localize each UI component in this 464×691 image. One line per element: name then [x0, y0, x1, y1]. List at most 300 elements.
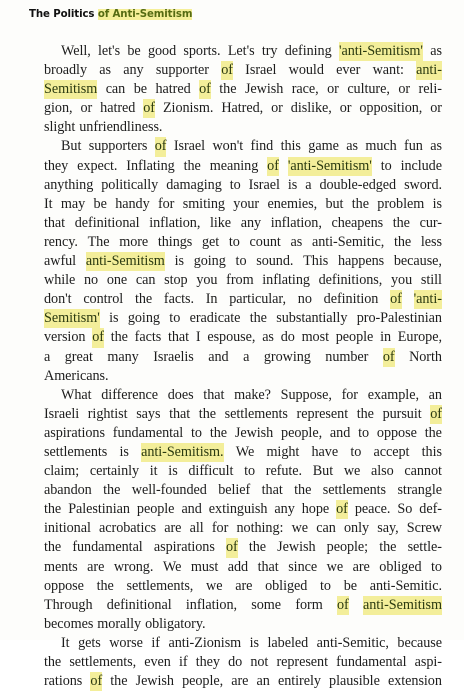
word: number: [325, 348, 369, 365]
word: slight: [44, 119, 76, 136]
word: are: [164, 520, 182, 537]
word: be: [127, 43, 141, 59]
word: any: [123, 62, 144, 79]
word: the: [249, 310, 267, 327]
word: for: [157, 195, 175, 212]
word: Israel: [245, 62, 277, 79]
word: that: [261, 482, 283, 499]
word: hatred: [100, 100, 136, 117]
word: that: [168, 329, 190, 346]
word: def-: [419, 501, 442, 518]
word: problem: [377, 195, 425, 212]
word: Jewish: [277, 539, 316, 556]
word: hatred: [155, 81, 191, 98]
word: stop: [164, 272, 188, 289]
word: Jewish: [234, 424, 274, 441]
word: that: [203, 386, 225, 403]
word: or: [430, 100, 442, 117]
word: can: [135, 272, 156, 289]
word: aspirations: [44, 424, 105, 441]
word: rations: [44, 673, 83, 690]
word: I: [195, 329, 201, 346]
highlighted-word: of: [221, 61, 233, 80]
word: rightist: [87, 405, 128, 422]
word: ments: [44, 558, 78, 575]
word: find: [250, 138, 274, 155]
text-line: [44, 500, 442, 519]
word: or: [339, 100, 352, 117]
word: We: [162, 558, 182, 575]
word: pro-Palestinian: [356, 310, 442, 327]
text-line: [44, 481, 442, 500]
word: aspi-: [414, 654, 442, 670]
word: inflation,: [149, 214, 201, 231]
text-line: [44, 596, 442, 615]
word: So: [397, 501, 413, 518]
word: smiting: [182, 195, 225, 212]
text-line: [44, 176, 442, 195]
word: that: [257, 558, 279, 575]
word: Jewish: [244, 81, 284, 98]
word: it: [149, 463, 158, 480]
word: particular,: [229, 291, 287, 308]
word: represent: [296, 405, 349, 422]
word: sports.: [183, 43, 221, 59]
word: the: [294, 482, 312, 499]
highlighted-word: of: [155, 137, 167, 156]
word: might: [266, 443, 300, 460]
word: good: [147, 43, 177, 59]
word: as: [99, 62, 111, 79]
word: facts: [134, 329, 162, 346]
word: broadly: [44, 62, 87, 79]
highlighted-word: Semitism: [44, 80, 97, 99]
word: you: [390, 272, 413, 289]
word: ever: [336, 62, 361, 79]
word: do: [280, 329, 295, 346]
word: the: [44, 539, 62, 556]
word: fundamental: [72, 539, 143, 556]
word: definitions,: [318, 272, 383, 289]
word: opposition,: [359, 100, 423, 117]
word: to: [191, 424, 202, 441]
word: example,: [367, 386, 419, 403]
word: be: [93, 195, 107, 212]
word: It: [61, 634, 70, 651]
word: if: [178, 654, 188, 670]
word: North: [409, 348, 442, 365]
word: The: [87, 233, 110, 250]
word: anything: [44, 176, 94, 193]
word: to: [169, 310, 181, 327]
highlighted-word: anti-: [416, 61, 442, 80]
word: sound.: [256, 253, 294, 270]
word: acrobatics: [99, 520, 157, 537]
word: extinguish: [208, 501, 268, 518]
word: things: [157, 233, 193, 250]
word: less: [420, 233, 442, 250]
word: any: [274, 501, 295, 518]
word: Screw: [406, 520, 442, 537]
word: form: [295, 596, 323, 613]
word: as: [346, 138, 358, 155]
word: fundamental: [336, 654, 407, 670]
word: oppose: [376, 424, 417, 441]
word: Israel: [248, 176, 280, 193]
word: accept: [373, 443, 410, 460]
word: settle-: [407, 539, 442, 556]
word: nothing:: [236, 520, 284, 537]
word: becomes: [44, 615, 94, 632]
text-line: [44, 290, 442, 309]
word: the: [96, 577, 114, 594]
word: can: [105, 81, 126, 98]
text-line: [44, 405, 442, 424]
word: gion,: [44, 100, 73, 117]
word: to: [350, 443, 362, 460]
word: morally: [97, 615, 142, 632]
word: say,: [377, 520, 399, 537]
word: growing: [263, 348, 311, 365]
word: handy: [115, 195, 150, 212]
word: not: [250, 654, 269, 670]
highlighted-word: anti-Semitism.: [141, 443, 223, 462]
text-line: [44, 137, 442, 156]
word: initional: [44, 520, 91, 537]
word: we: [206, 577, 223, 594]
text-line: [44, 615, 442, 634]
word: the: [219, 81, 237, 98]
text-line: [44, 214, 442, 233]
word: plausible: [329, 673, 380, 690]
word: are: [352, 558, 370, 575]
word: But: [61, 138, 82, 155]
word: don't: [44, 291, 72, 308]
word: they: [44, 157, 69, 174]
word: are: [87, 558, 105, 575]
word: must: [190, 558, 219, 575]
word: from: [226, 272, 254, 289]
text-line: [44, 118, 442, 137]
word: since: [288, 558, 318, 575]
word: says: [136, 405, 161, 422]
word: that: [44, 214, 66, 231]
text-line: [44, 577, 442, 596]
word: do: [228, 654, 243, 670]
text-line: [44, 462, 442, 481]
word: wrong.: [113, 558, 154, 575]
word: also: [371, 463, 394, 480]
word: pursuit: [382, 405, 422, 422]
word: many: [107, 348, 139, 365]
word: are: [231, 673, 249, 690]
word: the: [351, 195, 369, 212]
word: any: [240, 214, 262, 231]
word: no: [297, 291, 312, 308]
word: Palestinian: [68, 501, 130, 518]
word: even: [144, 654, 171, 670]
word: like: [209, 214, 232, 231]
word: expect.: [77, 157, 118, 174]
word: most: [301, 329, 329, 346]
word: to: [229, 176, 241, 193]
word: as: [430, 43, 442, 59]
highlighted-word: of: [430, 405, 442, 424]
word: one: [106, 272, 128, 289]
word: have: [311, 443, 339, 460]
word: may: [60, 195, 86, 212]
word: going: [193, 253, 226, 270]
highlighted-word: of: [390, 290, 402, 309]
word: the: [424, 424, 442, 441]
word: Americans.: [44, 367, 109, 384]
highlighted-word: of: [143, 99, 155, 118]
word: for: [341, 386, 358, 403]
word: no: [84, 272, 99, 289]
word: but: [325, 195, 344, 212]
word: because,: [393, 253, 442, 270]
word: settlements: [224, 405, 288, 422]
word: rency.: [44, 233, 78, 250]
word: anti-Semitic.: [369, 577, 442, 594]
word: unfriendliness.: [79, 119, 163, 136]
word: fundamental: [112, 424, 184, 441]
word: a: [243, 348, 250, 365]
word: But: [312, 463, 334, 480]
word: certainly: [89, 463, 140, 480]
word: if: [151, 634, 160, 651]
word: happens: [337, 253, 385, 270]
word: damaging: [166, 176, 222, 193]
word: make?: [234, 386, 271, 403]
word: to: [380, 157, 392, 174]
highlighted-word: of: [92, 328, 104, 347]
word: reli-: [418, 81, 442, 98]
word: peace.: [354, 501, 391, 518]
word: culture,: [347, 81, 390, 98]
word: is: [249, 634, 260, 651]
text-line: [44, 348, 442, 367]
word: can: [316, 520, 336, 537]
word: the: [248, 539, 267, 556]
text-line: [44, 42, 442, 61]
word: anti-Semitic,: [316, 634, 389, 651]
word: settlements,: [126, 577, 194, 594]
word: Hatred,: [221, 100, 264, 117]
word: people: [136, 501, 175, 518]
word: would: [288, 62, 324, 79]
word: get: [201, 233, 220, 250]
word: people,: [281, 424, 323, 441]
word: all: [189, 520, 204, 537]
word: is: [119, 443, 129, 460]
highlighted-word: of: [267, 157, 279, 176]
word: much: [365, 138, 397, 155]
word: an: [256, 673, 270, 690]
word: is: [109, 310, 119, 327]
word: inflation,: [270, 214, 322, 231]
running-head-title: The Politics: [29, 9, 95, 20]
word: the: [393, 233, 412, 250]
word: more: [119, 233, 149, 250]
word: the: [44, 654, 62, 670]
word: We: [235, 443, 255, 460]
text-line: [44, 99, 442, 118]
highlighted-word: 'anti-: [414, 290, 442, 309]
word: is: [432, 195, 442, 212]
word: obligatory.: [145, 615, 206, 632]
word: settlements,: [69, 654, 137, 670]
word: awful: [44, 253, 77, 270]
word: a: [305, 176, 312, 193]
text-line: [44, 634, 442, 653]
word: worse: [109, 634, 143, 651]
word: facts.: [163, 291, 194, 308]
word: to: [235, 253, 247, 270]
word: extension: [387, 673, 442, 690]
word: going: [127, 310, 160, 327]
word: the: [134, 291, 153, 308]
word: abandon: [44, 482, 92, 499]
word: well-founded: [131, 482, 207, 499]
word: add: [227, 558, 249, 575]
word: definitional: [106, 596, 172, 613]
word: anti-Semitic,: [311, 233, 385, 250]
word: people,: [182, 673, 224, 690]
word: This: [303, 253, 329, 270]
word: cheapens: [331, 214, 384, 231]
word: as: [430, 138, 442, 155]
word: belief: [218, 482, 251, 499]
word: the: [379, 539, 397, 556]
word: espouse,: [207, 329, 256, 346]
word: only: [344, 520, 370, 537]
word: gets: [78, 634, 101, 651]
running-head-highlight: of Anti-Semitism: [97, 9, 193, 20]
highlighted-word: of: [199, 80, 211, 99]
highlighted-word: of: [336, 500, 348, 519]
word: the: [356, 405, 374, 422]
word: race,: [291, 81, 319, 98]
word: eradicate: [189, 310, 241, 327]
word: Zionism.: [162, 100, 214, 117]
word: we: [291, 520, 309, 537]
word: Through: [44, 596, 93, 613]
word: and: [208, 348, 229, 365]
word: to: [320, 577, 331, 594]
word: be: [133, 81, 147, 98]
word: count: [249, 233, 281, 250]
word: hope: [301, 501, 330, 518]
word: or: [271, 100, 283, 117]
text-line: [44, 61, 442, 80]
word: What: [61, 386, 92, 403]
word: inflating: [262, 272, 310, 289]
word: anti-Zionism: [168, 634, 242, 651]
word: and: [329, 424, 351, 441]
word: as: [262, 329, 274, 346]
word: It: [44, 195, 53, 212]
word: Let's: [227, 43, 255, 59]
word: people: [335, 329, 374, 346]
text-line: [44, 367, 442, 386]
word: that: [169, 405, 191, 422]
word: an: [428, 386, 442, 403]
word: supporters: [88, 138, 148, 155]
word: want:: [372, 62, 404, 79]
word: let's: [98, 43, 121, 59]
word: fun: [404, 138, 423, 155]
word: the: [110, 673, 128, 690]
highlighted-word: anti-Semitism: [363, 596, 442, 615]
word: represent: [276, 654, 328, 670]
word: because: [397, 634, 442, 651]
word: obliged: [265, 577, 308, 594]
highlighted-word: 'anti-Semitism': [339, 42, 423, 61]
highlighted-word: of: [226, 538, 238, 557]
text-line: [44, 233, 442, 252]
word: settlements: [322, 482, 387, 499]
word: definition: [323, 291, 379, 308]
word: Suppose,: [280, 386, 332, 403]
word: to: [431, 558, 442, 575]
word: your: [233, 195, 260, 212]
word: the: [209, 424, 227, 441]
text-line: [44, 252, 442, 271]
word: as: [290, 233, 303, 250]
highlighted-word: anti-Semitism: [86, 252, 165, 271]
text-line: [44, 672, 442, 691]
word: great: [64, 348, 93, 365]
word: meaning: [209, 157, 259, 174]
body-text: [44, 42, 442, 691]
word: dislike,: [290, 100, 332, 117]
word: still: [420, 272, 442, 289]
word: this: [280, 138, 301, 155]
word: obliged: [379, 558, 422, 575]
word: or: [327, 81, 339, 98]
word: in: [380, 329, 391, 346]
text-line: [44, 424, 442, 443]
word: aspirations: [153, 539, 215, 556]
word: entirely: [277, 673, 321, 690]
word: strangle: [397, 482, 442, 499]
word: defining: [284, 43, 332, 59]
word: inflation,: [185, 596, 238, 613]
word: game: [308, 138, 339, 155]
word: sword.: [404, 176, 442, 193]
highlighted-word: of: [337, 596, 349, 615]
word: the: [44, 501, 62, 518]
word: while: [44, 272, 76, 289]
word: refute.: [265, 463, 303, 480]
highlighted-word: Semitism': [44, 309, 100, 328]
word: is: [287, 176, 298, 193]
word: they: [195, 654, 220, 670]
text-line: [44, 653, 442, 672]
text-line: [44, 309, 442, 328]
word: version: [44, 329, 86, 346]
word: we: [343, 463, 361, 480]
word: oppose: [44, 577, 84, 594]
word: supporter: [155, 62, 209, 79]
word: try: [261, 43, 278, 59]
word: a: [44, 348, 51, 365]
word: Jewish: [135, 673, 174, 690]
word: the: [198, 405, 216, 422]
word: you: [196, 272, 218, 289]
word: substantially: [276, 310, 348, 327]
